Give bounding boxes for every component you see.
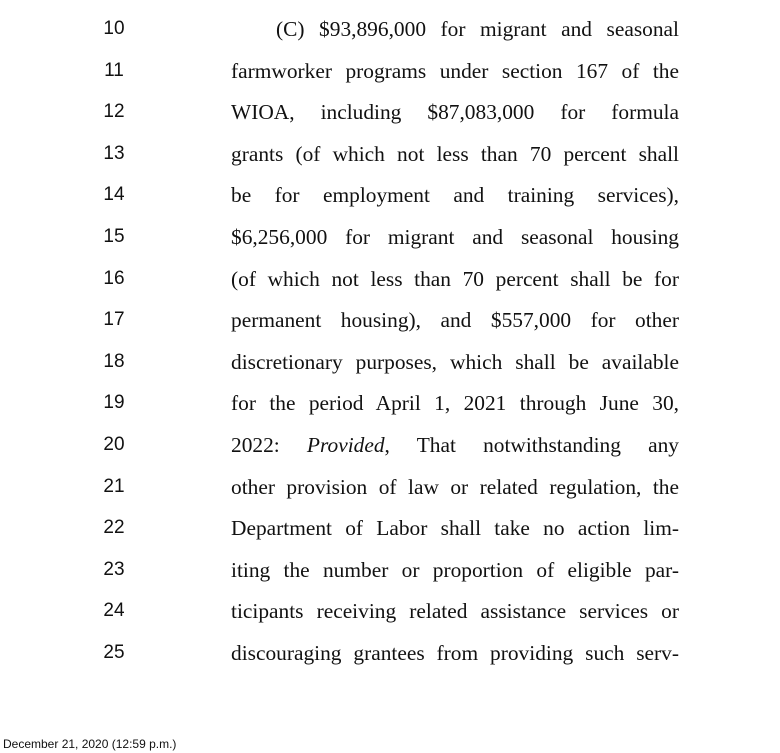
line-number: 23 — [103, 559, 125, 580]
line-number: 24 — [103, 600, 125, 621]
line-row — [0, 640, 780, 682]
line-text: $6,256,000 for migrant and seasonal housing — [231, 225, 679, 249]
line-row — [0, 182, 780, 224]
line-text: discouraging grantees from providing such serv- — [231, 641, 679, 665]
line-number: 11 — [104, 60, 124, 81]
line-row — [0, 515, 780, 557]
line-text: be for employment and training services), — [231, 183, 679, 207]
line-row — [0, 349, 780, 391]
line-text: (of which not less than 70 percent shall be for — [231, 267, 679, 291]
line-row — [0, 99, 780, 141]
line-row — [0, 557, 780, 599]
line-row — [0, 58, 780, 100]
line-number: 17 — [103, 309, 125, 330]
line-text: ticipants receiving related assistance services or — [231, 599, 679, 623]
line-text: Department of Labor shall take no action lim- — [231, 516, 679, 540]
line-row — [0, 598, 780, 640]
line-number: 18 — [103, 351, 125, 372]
line-number: 15 — [103, 226, 125, 247]
line-text-segment: 2022: — [231, 433, 307, 457]
line-text: permanent housing), and $557,000 for other — [231, 308, 679, 332]
line-number: 13 — [103, 143, 125, 164]
line-text: iting the number or proportion of eligible par- — [231, 558, 679, 582]
line-number: 25 — [103, 642, 125, 663]
line-text: WIOA, including $87,083,000 for formula — [231, 100, 679, 124]
line-number: 20 — [103, 434, 125, 455]
line-text: grants (of which not less than 70 percent shall — [231, 142, 679, 166]
line-row — [0, 307, 780, 349]
line-row — [0, 141, 780, 183]
line-number: 14 — [103, 184, 125, 205]
line-number: 19 — [103, 392, 125, 413]
line-text: for the period April 1, 2021 through June 30, — [231, 391, 679, 415]
line-text: (C) $93,896,000 for migrant and seasonal — [276, 17, 679, 41]
line-text-segment: , That notwithstanding any — [384, 433, 680, 457]
line-row — [0, 266, 780, 308]
line-text: discretionary purposes, which shall be available — [231, 350, 679, 374]
line-row — [0, 16, 780, 58]
line-number: 16 — [103, 268, 125, 289]
line-text: farmworker programs under section 167 of the — [231, 59, 679, 83]
line-row — [0, 224, 780, 266]
italic-term-provided: Provided — [306, 433, 385, 457]
line-row — [0, 390, 780, 432]
line-row — [0, 432, 780, 474]
line-number: 21 — [103, 476, 125, 497]
line-number: 10 — [103, 18, 125, 39]
line-row — [0, 474, 780, 516]
footer-date: December 21, 2020 (12:59 p.m.) — [3, 737, 177, 751]
line-text: other provision of law or related regulation, the — [231, 475, 679, 499]
line-number: 12 — [103, 101, 125, 122]
line-text — [231, 432, 679, 458]
line-number: 22 — [103, 517, 125, 538]
